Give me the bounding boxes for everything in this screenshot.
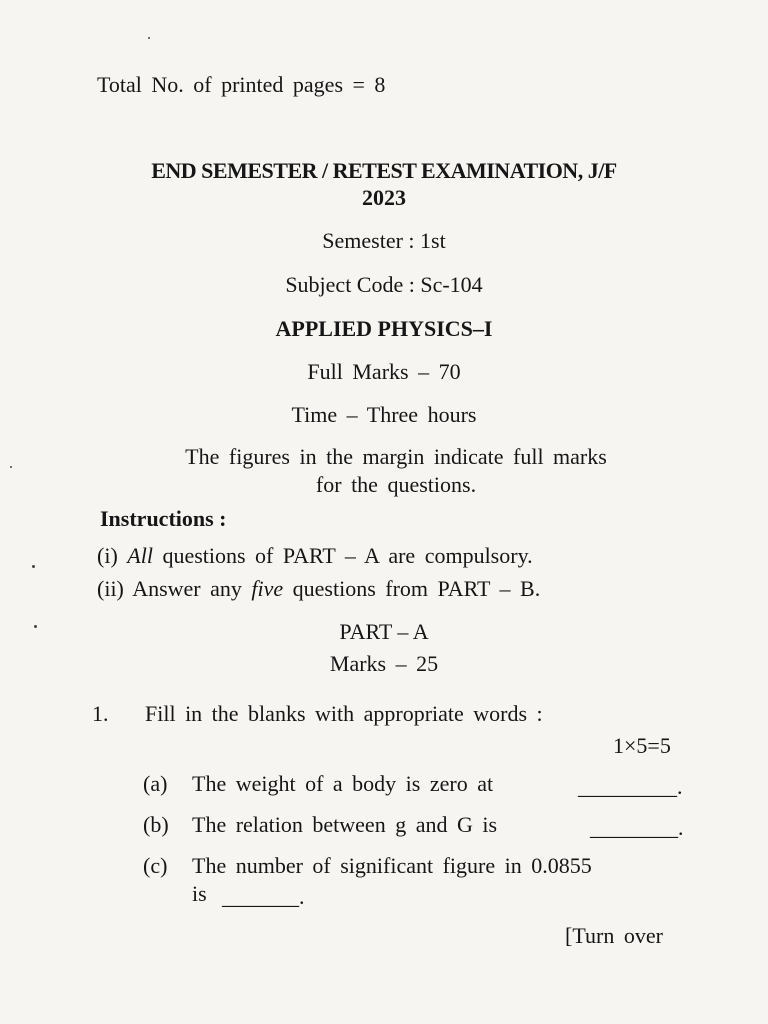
subpart-c-blank: _______. [222, 884, 305, 909]
instruction-text: questions from PART – B. [292, 576, 541, 601]
subject-code: Subject Code : Sc-104 [285, 272, 483, 297]
time-allowed: Time – Three hours [291, 402, 477, 427]
semester: Semester : 1st [322, 228, 446, 253]
subpart-c-label: (c) [143, 853, 168, 878]
subpart-a-text: The weight of a body is zero at [192, 771, 494, 796]
question-number: 1. [92, 701, 109, 726]
exam-title: END SEMESTER / RETEST EXAMINATION, J/F [151, 158, 617, 183]
part-a-marks: Marks – 25 [329, 651, 439, 676]
exam-year: 2023 [362, 185, 406, 210]
subpart-a-blank: _________. [578, 774, 683, 799]
instruction-number: (i) [97, 543, 118, 568]
question-marks: 1×5=5 [613, 733, 671, 758]
instruction-item-2 [97, 578, 540, 600]
subpart-b-text: The relation between g and G is [192, 812, 498, 837]
turn-over-note: [Turn over [565, 923, 663, 948]
instruction-text-pre: Answer any [132, 576, 242, 601]
marks-note-line2: for the questions. [315, 472, 477, 497]
instruction-emphasis: All [127, 543, 153, 568]
scan-speck [34, 625, 37, 628]
marks-note-line1: The figures in the margin indicate full marks [185, 444, 607, 469]
instruction-number: (ii) [97, 576, 124, 601]
scan-speck [10, 466, 12, 468]
printed-pages-count: Total No. of printed pages = 8 [97, 72, 386, 97]
scan-speck [32, 565, 35, 568]
instruction-item-1 [97, 545, 533, 567]
subpart-c-continuation: is [192, 881, 207, 906]
subpart-b-blank: ________. [590, 815, 684, 840]
instruction-emphasis: five [251, 576, 284, 601]
full-marks: Full Marks – 70 [307, 359, 461, 384]
scan-speck [148, 37, 150, 39]
subpart-c-text: The number of significant figure in 0.0855 [192, 853, 592, 878]
question-text: Fill in the blanks with appropriate words : [145, 701, 543, 726]
subpart-a-label: (a) [143, 771, 168, 796]
subpart-b-label: (b) [143, 812, 169, 837]
subject-name: APPLIED PHYSICS–I [275, 316, 493, 341]
part-a-heading: PART – A [339, 619, 429, 644]
instructions-heading: Instructions : [100, 506, 227, 531]
instruction-text: questions of PART – A are compulsory. [162, 543, 533, 568]
